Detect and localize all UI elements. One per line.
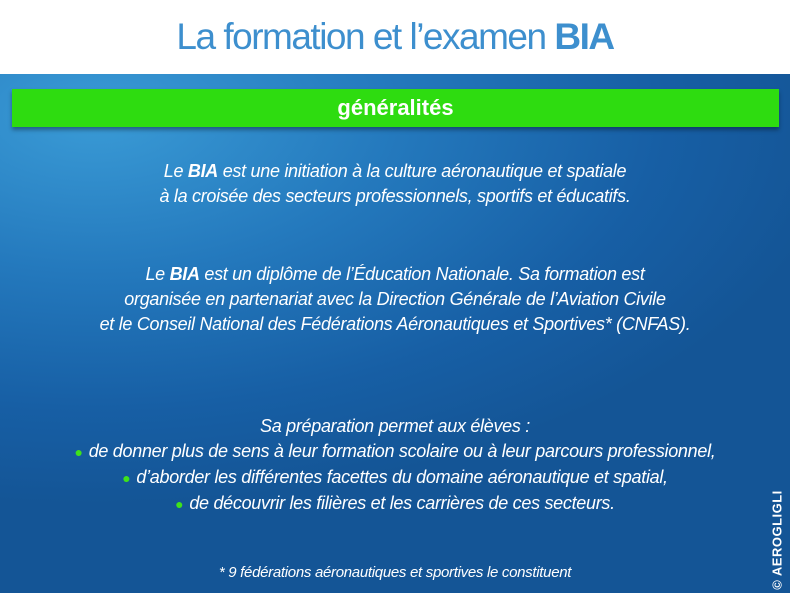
- title-bold: BIA: [554, 16, 614, 57]
- bullet-icon: ●: [74, 444, 83, 460]
- preparation-heading: Sa préparation permet aux élèves :: [260, 416, 530, 436]
- intro-bia: BIA: [187, 161, 219, 181]
- diploma-lead: Le: [145, 264, 170, 284]
- bullet-item: [0, 465, 790, 491]
- intro-line2: à la croisée des secteurs professionnels, sportifs et éducatifs.: [159, 186, 631, 206]
- intro-lead: Le: [163, 161, 188, 181]
- title-prefix: La formation et l’examen: [176, 16, 555, 57]
- intro-line1: est une initiation à la culture aéronautique et spatiale: [218, 161, 627, 181]
- bullet-item: [0, 491, 790, 517]
- bullet-item: [0, 439, 790, 465]
- intro-paragraph: [0, 159, 790, 209]
- bullet-icon: ●: [175, 496, 184, 512]
- section-banner: généralités: [12, 89, 779, 127]
- content-panel: [0, 74, 790, 593]
- diploma-line1: est un diplôme de l’Éducation Nationale. Sa formation est: [199, 264, 645, 284]
- bullet-icon: ●: [122, 470, 131, 486]
- bullet-text: de découvrir les filières et les carrières de ces secteurs.: [189, 493, 615, 513]
- footnote: * 9 fédérations aéronautiques et sportives le constituent: [218, 564, 572, 581]
- preparation-paragraph: [0, 414, 790, 517]
- copyright-notice: [762, 486, 790, 594]
- diploma-paragraph: [0, 262, 790, 337]
- diploma-bia: BIA: [169, 264, 200, 284]
- bullet-text: d’aborder les différentes facettes du domaine aéronautique et spatial,: [136, 467, 668, 487]
- copyright-text: © AEROGLIGLI: [769, 490, 785, 590]
- diploma-line3: et le Conseil National des Fédérations Aéronautiques et Sportives* (CNFAS).: [99, 314, 691, 334]
- diploma-line2: organisée en partenariat avec la Direction Générale de l’Aviation Civile: [124, 289, 666, 309]
- bullet-text: de donner plus de sens à leur formation scolaire ou à leur parcours professionnel,: [88, 441, 716, 461]
- page-title: [0, 0, 790, 74]
